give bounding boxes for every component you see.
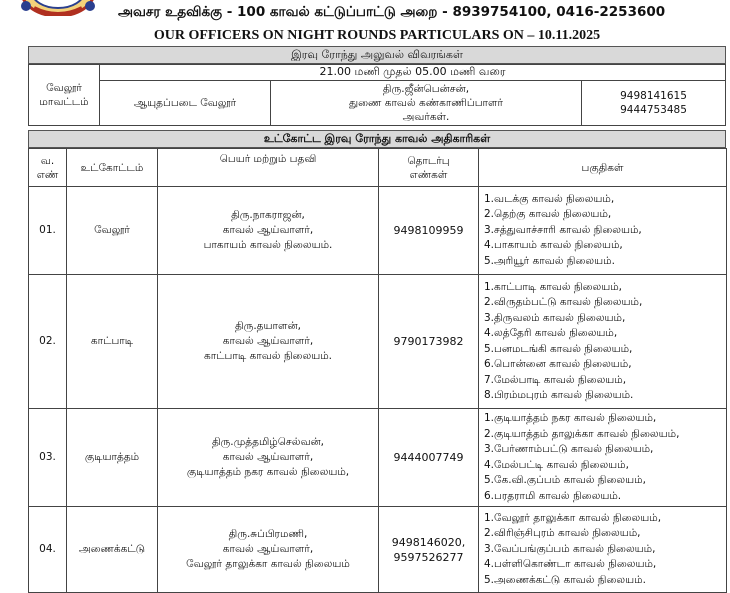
area-item: 1.வேலூர் தாலுக்கா காவல் நிலையம், [484,511,662,524]
row-phone [379,187,479,275]
district-phone: 9498141615 [620,90,687,102]
district-label-line: மாவட்டம் [39,96,89,108]
row-officer [158,507,379,593]
district-officer-line: அவர்கள். [402,111,450,123]
district-label [29,65,100,126]
area-item: 1.குடியாத்தம் நகர காவல் நிலையம், [484,412,657,424]
subdivision-officers-table [28,148,727,593]
area-item: 3.சத்துவாச்சாரி காவல் நிலையம், [484,223,642,236]
area-item: 5.கே.வி.குப்பம் காவல் நிலையம், [484,474,646,486]
header-subdivision: உட்கோட்டம் [67,149,158,187]
header-areas: பகுதிகள் [479,149,727,187]
row-areas [479,507,727,593]
officer-line: காட்பாடி காவல் நிலையம். [204,350,332,362]
row-phone [379,275,479,409]
area-item: 5.அணைக்கட்டு காவல் நிலையம். [484,573,646,586]
officer-line: காவல் ஆய்வாளர், [222,224,314,236]
night-patrol-band: இரவு ரோந்து அலுவல் விவரங்கள் [28,46,726,64]
district-label-line: வேலூர் [46,82,82,94]
area-item: 4.மேல்பட்டி காவல் நிலையம், [484,458,629,471]
district-phones [582,81,726,126]
table-body [29,187,727,593]
header-text: வ. [40,154,55,167]
area-item: 3.பேர்ணாம்பட்டு காவல் நிலையம், [484,443,654,455]
time-range: 21.00 மணி முதல் 05.00 மணி வரை [100,65,726,81]
area-item: 4.லத்தேரி காவல் நிலையம், [484,327,618,339]
area-item: 6.பொன்னை காவல் நிலையம், [484,358,632,370]
table-row [29,409,727,507]
officer-line: திரு.தயாளன், [235,320,301,332]
area-item: 3.வேப்பங்குப்பம் காவல் நிலையம், [484,542,656,555]
row-sno: 02. [29,275,67,409]
row-phone [379,409,479,507]
officer-line: காவல் ஆய்வாளர், [222,543,314,555]
officer-line: வேலூர் தாலுக்கா காவல் நிலையம் [186,558,350,570]
officer-line: திரு.சுப்பிரமணி, [228,528,308,540]
officer-line: திரு.முத்தமிழ்செல்வன், [211,436,325,448]
phone-number: 9597526277 [393,550,464,564]
row-subdivision: குடியாத்தம் [67,409,158,507]
header-text: எண்கள் [409,168,448,181]
table-row [29,275,727,409]
district-officer-line: திரு.ஜீன்பென்சன், [382,83,470,95]
district-officer-table [28,64,726,126]
area-item: 1.காட்பாடி காவல் நிலையம், [484,280,623,293]
row-subdivision: காட்பாடி [67,275,158,409]
area-item: 4.பள்ளிகொண்டா காவல் நிலையம், [484,558,657,571]
phone-number: 9498109959 [393,224,464,237]
area-item: 5.அரியூர் காவல் நிலையம். [484,254,615,267]
emergency-contact-line: அவசர உதவிக்கு - 100 காவல் கட்டுப்பாட்டு அறை - 8939754100, 0416-2253600 [118,4,666,20]
area-item: 3.திருவலம் காவல் நிலையம், [484,311,626,324]
table-header-row [29,149,727,187]
area-item: 6.பரதராமி காவல் நிலையம். [484,489,622,502]
area-item: 2.விரிஞ்சிபுரம் காவல் நிலையம், [484,527,641,540]
row-subdivision: வேலூர் [67,187,158,275]
row-areas [479,187,727,275]
subdivision-band: உட்கோட்ட இரவு ரோந்து காவல் அதிகாரிகள் [28,130,726,148]
district-place: ஆயுதப்படை வேலூர் [100,81,271,126]
officer-line: குடியாத்தம் நகர காவல் நிலையம், [186,466,350,478]
officer-line: காவல் ஆய்வாளர், [222,451,314,463]
row-subdivision: அணைக்கட்டு [67,507,158,593]
phone-number: 9444007749 [393,451,464,464]
area-item: 5.பனமடங்கி காவல் நிலையம், [484,342,633,355]
district-phone: 9444753485 [620,104,687,116]
sheet-title: OUR OFFICERS ON NIGHT ROUNDS PARTICULARS ON – 10.11.2025 [153,28,601,43]
table-row [29,507,727,593]
row-officer [158,275,379,409]
officer-line: திரு.நாகராஜன், [231,209,305,221]
officer-line: காவல் ஆய்வாளர், [222,335,314,347]
area-item: 1.வடக்கு காவல் நிலையம், [484,192,615,205]
header-name [158,149,379,187]
row-areas [479,275,727,409]
header-text: தொடர்பு [407,154,450,167]
police-emblem-logo [14,0,102,16]
officer-line: பாகாயம் காவல் நிலையம். [203,239,333,251]
header-contact [379,149,479,187]
area-item: 2.தெற்கு காவல் நிலையம், [484,208,612,221]
row-phone [379,507,479,593]
area-item: 2.குடியாத்தம் தாலுக்கா காவல் நிலையம், [484,427,680,440]
row-sno: 01. [29,187,67,275]
row-sno: 04. [29,507,67,593]
night-rounds-sheet [28,26,726,592]
phone-number: 9790173982 [393,335,464,348]
phone-number: 9498146020, [391,535,466,549]
district-officer-line: துணை காவல் கண்காணிப்பாளர் [348,97,503,109]
area-item: 4.பாகாயம் காவல் நிலையம், [484,239,623,252]
row-officer [158,409,379,507]
area-item: 8.பிரம்மபுரம் காவல் நிலையம். [484,389,634,401]
row-sno: 03. [29,409,67,507]
area-item: 7.மேல்பாடி காவல் நிலையம், [484,373,627,386]
row-officer [158,187,379,275]
table-row [29,187,727,275]
header-sno [29,149,67,187]
header-text: பெயர் மற்றும் பதவி [219,153,317,165]
row-areas [479,409,727,507]
header-text: எண் [36,168,59,181]
area-item: 2.விருதம்பட்டு காவல் நிலையம், [484,296,643,308]
district-officer [271,81,582,126]
